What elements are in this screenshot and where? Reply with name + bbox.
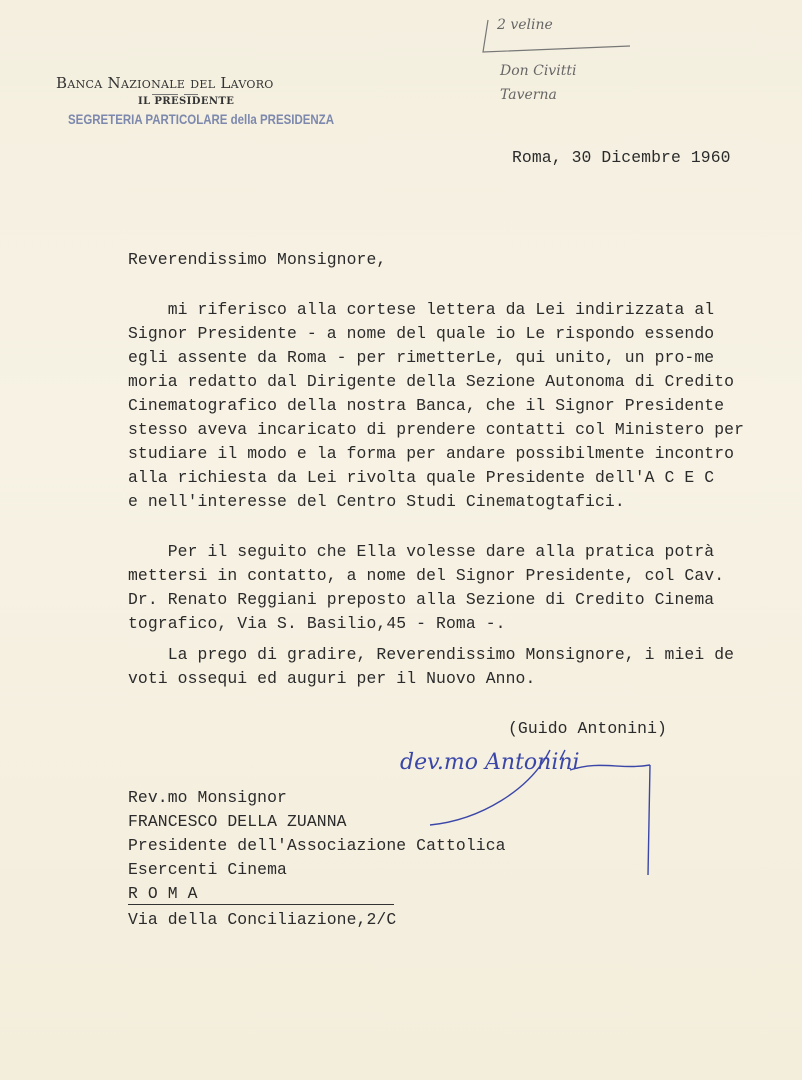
letterhead-divider — [184, 94, 198, 95]
text-line: egli assente da Roma - per rimetterLe, qui unito, un pro-me — [128, 348, 715, 367]
text-line: Signor Presidente - a nome del quale io Le rispondo essendo — [128, 324, 715, 343]
secretariat-stamp: SEGRETERIA PARTICOLARE della PRESIDENZA — [68, 111, 334, 127]
address-line: Via della Conciliazione,2/C — [128, 910, 397, 929]
letterhead-divider — [152, 94, 178, 95]
handwritten-signature: dev.mo Antonini — [400, 750, 580, 775]
text-line: La prego di gradire, Reverendissimo Monsignore, i miei de — [128, 645, 735, 664]
text-line: mi riferisco alla cortese lettera da Lei indirizzata al — [128, 300, 715, 319]
address-line-city: R O M A — [128, 884, 198, 903]
text-line: stesso aveva incaricato di prendere contatti col Ministero per — [128, 420, 745, 439]
salutation: Reverendissimo Monsignore, — [128, 250, 387, 269]
date-line: Roma, 30 Dicembre 1960 — [512, 148, 731, 167]
handwritten-note: Don Civitti — [500, 63, 577, 79]
bank-letterhead: Banca Nazionale del Lavoro — [56, 74, 274, 92]
address-line: FRANCESCO DELLA ZUANNA — [128, 812, 347, 831]
handwritten-note: 2 veline — [497, 17, 553, 33]
city-underline — [128, 904, 394, 905]
signature-stroke — [420, 730, 700, 890]
office-title: IL PRESIDENTE — [138, 96, 235, 107]
text-line: Cinematografico della nostra Banca, che il Signor Presidente — [128, 396, 725, 415]
address-line: Esercenti Cinema — [128, 860, 287, 879]
text-line: voti ossequi ed auguri per il Nuovo Anno. — [128, 669, 536, 688]
text-line: moria redatto dal Dirigente della Sezione Autonoma di Credito — [128, 372, 735, 391]
text-line: Per il seguito che Ella volesse dare alla pratica potrà — [128, 542, 715, 561]
text-line: tografico, Via S. Basilio,45 - Roma -. — [128, 614, 506, 633]
text-line: alla richiesta da Lei rivolta quale Presidente dell'A C E C — [128, 468, 715, 487]
text-line: mettersi in contatto, a nome del Signor Presidente, col Cav. — [128, 566, 725, 585]
text-line: studiare il modo e la forma per andare possibilmente incontro — [128, 444, 735, 463]
address-line: Presidente dell'Associazione Cattolica — [128, 836, 506, 855]
address-line: Rev.mo Monsignor — [128, 788, 287, 807]
text-line: e nell'interesse del Centro Studi Cinematogtafici. — [128, 492, 625, 511]
handwritten-note: Taverna — [500, 87, 557, 103]
text-line: Dr. Renato Reggiani preposto alla Sezione di Credito Cinema — [128, 590, 715, 609]
signatory-name: (Guido Antonini) — [508, 719, 667, 738]
